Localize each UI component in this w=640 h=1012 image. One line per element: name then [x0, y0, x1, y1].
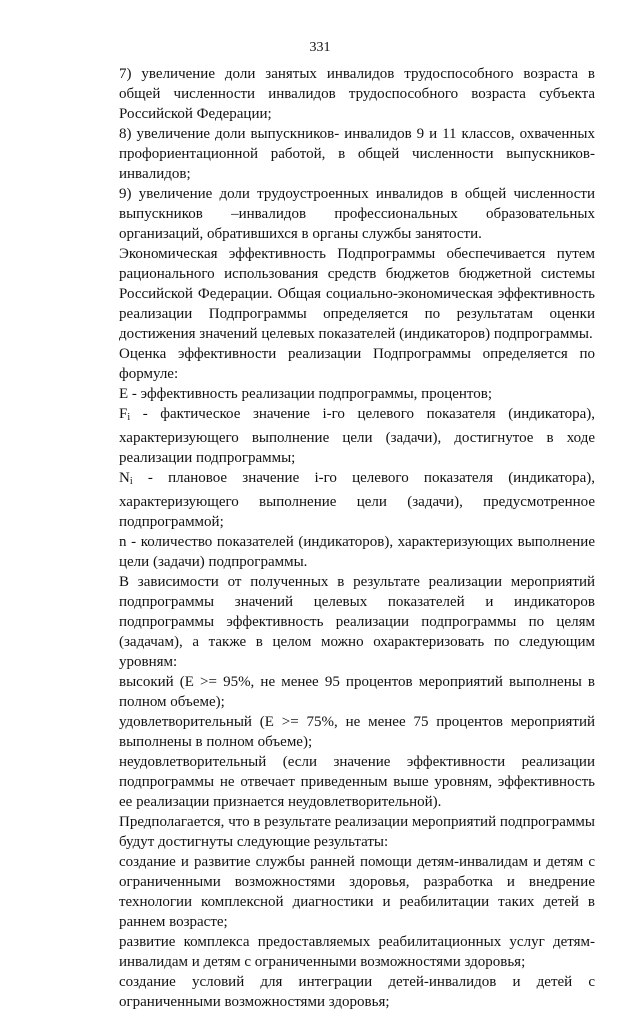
page-number: 331: [309, 40, 331, 55]
paragraph-level-unsatisfactory: неудовлетворительный (если значение эффективности реализации подпрограммы не отвечает приведенным выше уровням, эффективность ее реализации признается неудовлетворительной).: [119, 754, 595, 810]
symbol-n-subscript: i: [129, 476, 133, 487]
paragraph-level-high: высокий (E >= 95%, не менее 95 процентов мероприятий выполнены в полном объеме);: [119, 674, 595, 710]
paragraph-economic-efficiency: Экономическая эффективность Подпрограммы обеспечивается путем рационального использования средств бюджетов бюджетной системы Российской Федерации. Общая социально-экономическая эффективность реализации Подпрограммы определяется по результатам оценки достижения значений целевых показателей (индикаторов) подпрограммы.: [119, 246, 595, 342]
paragraph-expected-results: Предполагается, что в результате реализации мероприятий подпрограммы будут достигнуты следующие результаты:: [119, 814, 595, 850]
definition-fi-text: - фактическое значение i-го целевого показателя (индикатора), характеризующего выполнение цели (задачи), достигнутое в ходе реализации подпрограммы;: [119, 406, 595, 466]
paragraph-result-rehab-services: развитие комплекса предоставляемых реабилитационных услуг детям-инвалидам и детям с ограниченными возможностями здоровья;: [119, 934, 595, 970]
paragraph-definition-n: n - количество показателей (индикаторов), характеризующих выполнение цели (задачи) подпрограммы.: [119, 534, 595, 570]
paragraph-definition-fi: [119, 404, 595, 468]
symbol-f: F: [119, 406, 128, 422]
body-text: [119, 64, 595, 1012]
paragraph-list-item-7: 7) увеличение доли занятых инвалидов трудоспособного возраста в общей численности инвалидов трудоспособного возраста субъекта Российской Федерации;: [119, 66, 595, 122]
definition-ni-text: - плановое значение i-го целевого показателя (индикатора), характеризующего выполнение цели (задачи), предусмотренное подпрограммой;: [119, 470, 595, 530]
paragraph-result-integration: создание условий для интеграции детей-инвалидов и детей с ограниченными возможностями здоровья;: [119, 974, 595, 1010]
symbol-n: N: [119, 470, 130, 486]
paragraph-result-early-help: создание и развитие службы ранней помощи детям-инвалидам и детям с ограниченными возможностями здоровья, разработка и внедрение технологии комплексной диагностики и реабилитации таких детей в раннем возрасте;: [119, 854, 595, 930]
paragraph-level-satisfactory: удовлетворительный (E >= 75%, не менее 75 процентов мероприятий выполнены в полном объеме);: [119, 714, 595, 750]
paragraph-list-item-8: 8) увеличение доли выпускников- инвалидов 9 и 11 классов, охваченных профориентационной работой, в общей численности выпускников-инвалидов;: [119, 126, 595, 182]
paragraph-definition-e: E - эффективность реализации подпрограммы, процентов;: [119, 386, 493, 402]
paragraph-formula-intro: Оценка эффективности реализации Подпрограммы определяется по формуле:: [119, 346, 595, 382]
paragraph-definition-ni: [119, 468, 595, 532]
symbol-f-subscript: i: [127, 412, 131, 423]
paragraph-levels-intro: В зависимости от полученных в результате реализации мероприятий подпрограммы значений целевых показателей и индикаторов подпрограммы эффективность реализации подпрограммы по целям (задачам), а также в целом можно охарактеризовать по следующим уровням:: [119, 574, 595, 670]
paragraph-list-item-9: 9) увеличение доли трудоустроенных инвалидов в общей численности выпускников –инвалидов профессиональных образовательных организаций, обратившихся в органы службы занятости.: [119, 186, 595, 242]
